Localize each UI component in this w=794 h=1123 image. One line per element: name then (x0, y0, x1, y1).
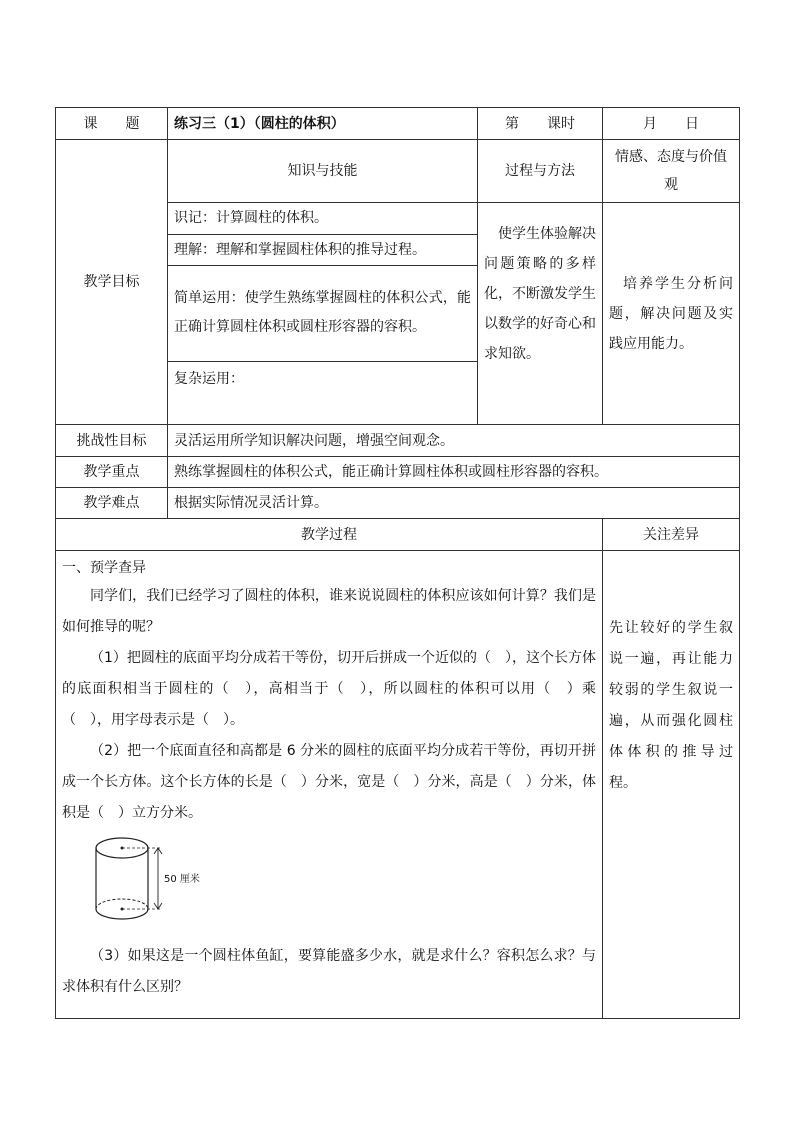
topic-label: 课 题 (56, 108, 168, 140)
cylinder-figure (92, 835, 212, 925)
col-emotion-header: 情感、态度与价值观 (603, 140, 740, 203)
knowledge-item-memorize: 识记：计算圆柱的体积。 (168, 203, 477, 234)
difficulty-label: 教学难点 (56, 488, 168, 519)
side-note-cell (603, 551, 740, 1019)
knowledge-item-understand: 理解：理解和掌握圆柱体积的推导过程。 (168, 234, 477, 265)
challenge-row (56, 425, 740, 457)
col-process-header: 过程与方法 (478, 140, 603, 203)
knowledge-items-list (168, 203, 477, 424)
side-header: 关注差异 (603, 519, 740, 551)
knowledge-item-complex-use: 复杂运用： (174, 370, 244, 387)
challenge-label: 挑战性目标 (56, 425, 168, 457)
goals-header-row (56, 140, 740, 203)
difficulty-value: 根据实际情况灵活计算。 (168, 488, 740, 519)
col-knowledge-header: 知识与技能 (168, 140, 478, 203)
date-label: 月 日 (603, 108, 740, 140)
knowledge-item-simple-use: 简单运用：使学生熟练掌握圆柱的体积公式，能正确计算圆柱体积或圆柱形容器的容积。 (168, 265, 477, 361)
question-2: （2）把一个底面直径和高都是 6 分米的圆柱的底面平均分成若干等份，再切开拼成一个长方体。这个长方体的长是（ ）分米，宽是（ ）分米，高是（ ）分米，体积是（ ）立方分米。 (62, 743, 596, 821)
intro-paragraph: 同学们，我们已经学习了圆柱的体积，谁来说说圆柱的体积应该如何计算？我们是如何推导的呢？ (62, 588, 596, 635)
challenge-value: 灵活运用所学知识解决问题，增强空间观念。 (168, 425, 740, 457)
height-label: 50 厘米 (164, 874, 200, 885)
question-3: （3）如果这是一个圆柱体鱼缸，要算能盛多少水，就是求什么？容积怎么求？与求体积有什么区别？ (62, 948, 596, 995)
key-point-value: 熟练掌握圆柱的体积公式，能正确计算圆柱体积或圆柱形容器的容积。 (168, 457, 740, 488)
lesson-plan-sheet (55, 107, 739, 1019)
process-main-cell (56, 551, 603, 1019)
process-header-row (56, 519, 740, 551)
side-note: 先让较好的学生叙说一遍，再让能力较弱的学生叙说一遍，从而强化圆柱体体积的推导过程。 (609, 620, 733, 791)
section-title: 一、预学查异 (62, 560, 146, 576)
emotion-goal-span: 培养学生分析问题，解决问题及实践应用能力。 (609, 276, 733, 352)
key-point-label: 教学重点 (56, 457, 168, 488)
period-label: 第 课时 (478, 108, 603, 140)
lesson-plan-table (55, 107, 740, 1019)
difficulty-row (56, 488, 740, 519)
header-row (56, 108, 740, 140)
process-header: 教学过程 (56, 519, 603, 551)
process-content-row (56, 551, 740, 1019)
goals-row-label: 教学目标 (56, 140, 168, 425)
process-goal-text (478, 203, 603, 425)
key-point-row (56, 457, 740, 488)
process-goal-span: 使学生体验解决问题策略的多样化，不断激发学生以数学的好奇心和求知欲。 (484, 226, 596, 362)
topic-value: 练习三（1）（圆柱的体积） (168, 108, 478, 140)
emotion-goal-text (603, 203, 740, 425)
question-1: （1）把圆柱的底面平均分成若干等份，切开后拼成一个近似的（ ），这个长方体的底面积相当于圆柱的（ ），高相当于（ ），所以圆柱的体积可以用（ ）乘（ ），用字母表示是（ ）。 (62, 650, 596, 728)
knowledge-items-cell (168, 203, 478, 425)
